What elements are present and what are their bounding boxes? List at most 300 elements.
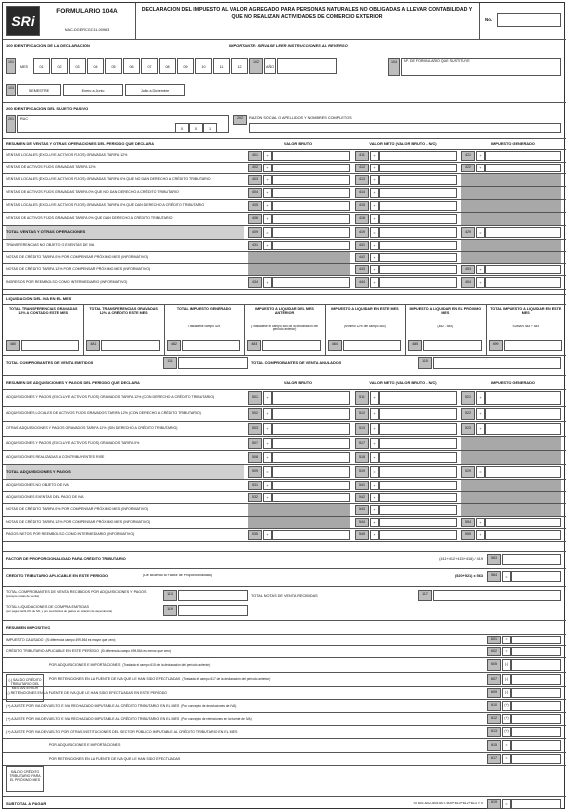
adquisiciones-title: RESUMEN DE ADQUISICIONES Y PAGOS DEL PERÍODO QUE DECLARA: [6, 381, 140, 385]
value-field[interactable]: [272, 466, 350, 478]
value-field[interactable]: [272, 214, 350, 224]
sign-cell: +: [476, 164, 485, 172]
saldo-proximo-label: SALDO CRÉDITO TRIBUTARIO PARA EL PRÓXIMO MES: [6, 766, 44, 792]
ventas-col-imp: IMPUESTO GENERADO: [491, 142, 535, 146]
resumen-field[interactable]: [511, 714, 561, 724]
important-note: IMPORTANTE: SÍRVASE LEER INSTRUCCIONES AL REVERSO: [229, 44, 348, 48]
value-field[interactable]: [485, 265, 561, 274]
resumen-label-text: IMPUESTO CAUSADO: [6, 637, 44, 642]
row-label: ADQUISICIONES LOCALES DE ACTIVOS FIJOS GRAVADOS TARIFA 12% (CON DERECHO A CRÉDITO TRIBUTARIO): [6, 411, 201, 416]
sign-cell: +: [476, 530, 485, 540]
field-code: 413: [355, 175, 369, 185]
razon-social-label: RAZÓN SOCIAL O APELLIDOS Y NOMBRES COMPLETOS: [249, 116, 352, 120]
field-code: 422: [461, 164, 475, 172]
resumen-sign: (+): [502, 714, 511, 724]
main-title: DECLARACIÓN DEL IMPUESTO AL VALOR AGREGADO PARA PERSONAS NATURALES NO OBLIGADAS A LLEVAR CONTABILIDAD Y QUE NO REALIZAN ACTIVIDADES DE COMERCIO EXTERIOR: [141, 7, 473, 20]
field-code: 512: [355, 408, 369, 420]
resumen-title: RESUMEN IMPOSITIVO: [6, 626, 51, 630]
row-label: NOTAS DE CRÉDITO TARIFA 12% POR COMPENSAR PRÓXIMO MES (INFORMATIVO): [6, 266, 151, 271]
field-code: 441: [355, 241, 369, 250]
field-code: 421: [461, 151, 475, 161]
field-code: 431: [248, 241, 262, 250]
ventas-title: RESUMEN DE VENTAS Y OTRAS OPERACIONES DEL PERÍODO QUE DECLARA: [6, 142, 155, 146]
resumen-row-label: [49, 740, 473, 752]
row-label: VENTAS LOCALES (EXCLUYE ACTIVOS FIJOS) GRAVADAS TARIFA 0% QUE DAN DERECHO A CRÉDITO TRIBUTARIO: [6, 203, 205, 208]
value-field[interactable]: [272, 188, 350, 198]
resumen-sign: (+): [502, 701, 511, 711]
code-115: 115: [418, 357, 432, 369]
credito-note: (De acuerdo al Factor de Proporcionalidad): [143, 574, 212, 577]
resumen-code: 601: [487, 636, 501, 644]
code-563: 563: [487, 554, 501, 565]
sign-cell: +: [370, 164, 379, 172]
value-field[interactable]: [272, 408, 350, 420]
resumen-row-label: [6, 701, 473, 712]
form-104a: [2, 2, 565, 809]
value-field[interactable]: [379, 530, 457, 540]
credito-label: CRÉDITO TRIBUTARIO APLICABLE EN ESTE PERÍODO: [6, 574, 109, 578]
sign-cell: +: [476, 265, 485, 274]
adq-col-imp: IMPUESTO GENERADO: [491, 381, 535, 385]
value-field[interactable]: [379, 423, 457, 435]
liq-code: 482: [167, 340, 181, 351]
sign-cell: +: [370, 505, 379, 515]
sign-cell: +: [263, 164, 272, 172]
row-label: ADQUISICIONES EXENTAS DEL PAGO DE IVA: [6, 494, 84, 499]
section-100-title: 100 IDENTIFICACIÓN DE LA DECLARACIÓN: [6, 44, 90, 48]
field-code: 543: [355, 505, 369, 515]
row-divider: [3, 541, 566, 542]
comp-anulados-label: TOTAL COMPROBANTES DE VENTA ANULADOS: [251, 361, 342, 365]
field-code: 541: [355, 481, 369, 490]
liq-col-sub: (482 - 484): [437, 325, 454, 328]
sign-cell: +: [263, 214, 272, 224]
liq-field[interactable]: [343, 340, 401, 351]
comp-emitidos-label: TOTAL COMPROBANTES DE VENTA EMITIDOS: [6, 361, 94, 365]
sign-cell: +: [263, 408, 272, 420]
resumen-row-label: [49, 754, 473, 765]
sign-cell: =: [263, 227, 272, 238]
row-label: VENTAS DE ACTIVOS FIJOS GRAVADAS TARIFA 0% QUE NO DAN DERECHO A CRÉDITO TRIBUTARIO: [6, 190, 179, 195]
month-option[interactable]: 01: [33, 58, 50, 74]
liq-col-header: TOTAL TRANSFERENCIAS GRAVADAS 12% A CRÉDITO ESTE MES: [89, 307, 158, 315]
month-option[interactable]: 05: [105, 58, 122, 74]
value-field[interactable]: [379, 466, 457, 478]
code-102: 102: [249, 58, 263, 74]
month-option[interactable]: 12: [231, 58, 248, 74]
liquidacion-title: LIQUIDACIÓN DEL IVA EN EL MES: [6, 297, 72, 301]
subtotal-field[interactable]: [511, 799, 561, 809]
row-divider: [3, 765, 566, 766]
field-code: 415: [355, 201, 369, 211]
sign-cell: =: [370, 466, 379, 478]
liquidaciones-label: TOTAL LIQUIDACIONES DE COMPRA EMITIDAS (por pagos tarifa 0% de IVA, y por reembolsos de gastos en relación de dependencia): [6, 605, 113, 613]
value-field[interactable]: [379, 151, 457, 161]
sign-cell: +: [370, 481, 379, 490]
credito-field[interactable]: [511, 571, 561, 582]
resumen-code: 602: [487, 647, 501, 656]
row-divider: [3, 752, 566, 753]
sign-cell: +: [370, 277, 379, 288]
value-field[interactable]: [379, 505, 457, 515]
resumen-field[interactable]: [511, 636, 561, 644]
month-option[interactable]: 07: [141, 58, 158, 74]
field-code: 545: [355, 530, 369, 540]
value-field[interactable]: [272, 277, 350, 288]
liq-field[interactable]: [101, 340, 159, 351]
liq-col-header: IMPUESTO A LIQUIDAR EN EL PRÓXIMO MES: [409, 307, 482, 315]
resumen-code: 615: [487, 740, 501, 751]
row-label: NOTAS DE CRÉDITO TARIFA 0% POR COMPENSAR PRÓXIMO MES (INFORMATIVO): [6, 507, 149, 512]
disabled-cell: [461, 437, 561, 450]
field-code: 542: [355, 493, 369, 502]
factor-formula: (411+412+415+416) / 419: [439, 557, 483, 561]
field-code: 519: [355, 466, 369, 478]
value-field[interactable]: [272, 241, 350, 250]
field-code: 502: [248, 408, 262, 420]
month-option[interactable]: 04: [87, 58, 104, 74]
sign-cell: +: [370, 391, 379, 405]
value-field[interactable]: [485, 423, 561, 435]
value-field[interactable]: [379, 227, 457, 238]
ruc-field[interactable]: RUC: [17, 115, 229, 133]
sign-cell: +: [263, 481, 272, 490]
field-code: 531: [248, 481, 262, 490]
row-label: ADQUISICIONES Y PAGOS (EXCLUYE ACTIVOS FIJOS) GRAVADOS TARIFA 12% (CON DERECHO A CRÉDITO TRIBUTARIO): [6, 395, 215, 400]
row-label: VENTAS DE ACTIVOS FIJOS GRAVADAS TARIFA 0% QUE DAN DERECHO A CRÉDITO TRIBUTARIO: [6, 216, 173, 221]
credito-formula: (520+521) x 563: [455, 574, 483, 578]
value-field[interactable]: [485, 227, 561, 238]
resumen-field[interactable]: [511, 701, 561, 711]
liq-col-sub: (Mínimo 12% del campo 480): [344, 325, 386, 328]
resumen-code: 613: [487, 727, 501, 737]
field-code: 401: [248, 151, 262, 161]
value-field[interactable]: [379, 214, 457, 224]
disabled-cell: [461, 492, 561, 503]
value-field[interactable]: [379, 253, 457, 262]
month-option[interactable]: 06: [123, 58, 140, 74]
resumen-sign: (-): [502, 674, 511, 685]
comp-recibidos-label: TOTAL COMPROBANTES DE VENTA RECIBIDOS POR ADQUISICIONES Y PAGOS (excepto notas de venta): [6, 590, 147, 598]
disabled-cell: [461, 480, 561, 491]
resumen-field[interactable]: [511, 727, 561, 737]
liq-col-header: TOTAL IMPUESTO A LIQUIDAR EN ESTE MES: [490, 307, 562, 315]
row-divider: [3, 686, 566, 687]
sign-564: =: [502, 571, 511, 582]
sign-cell: +: [263, 241, 272, 250]
field-code: 416: [355, 214, 369, 224]
value-field[interactable]: [485, 518, 561, 527]
resumen-sign: =: [502, 740, 511, 751]
resumen-label-text: POR ADQUISICIONES E IMPORTACIONES: [49, 662, 121, 667]
razon-social-field[interactable]: [249, 123, 561, 133]
code-619: 619: [487, 799, 501, 809]
disabled-cell: [461, 187, 561, 199]
sign-cell: +: [370, 253, 379, 262]
liq-code: 480: [6, 340, 20, 351]
field-code: 444: [355, 277, 369, 288]
liq-field[interactable]: [423, 340, 481, 351]
resumen-label-text: (+) AJUSTE POR IVA DEVUELTO POR OTRAS INSTITUCIONES DEL SECTOR PÚBLICO IMPUTABLE AL CRÉDITO TRIBUTARIO EN EL MES: [6, 729, 238, 734]
value-field[interactable]: [379, 408, 457, 420]
value-field[interactable]: [379, 518, 457, 527]
value-field[interactable]: [485, 466, 561, 478]
field-code: 529: [461, 466, 475, 478]
sign-cell: +: [263, 151, 272, 161]
resumen-code: 612: [487, 714, 501, 724]
sign-cell: +: [370, 452, 379, 463]
comp-recibidos-field[interactable]: [178, 590, 248, 601]
field-code: 442: [355, 253, 369, 262]
value-field[interactable]: [485, 530, 561, 540]
sign-cell: +: [263, 175, 272, 185]
field-code: 434: [248, 277, 262, 288]
form-title: FORMULARIO 104A: [56, 8, 118, 15]
resumen-sign: =: [502, 647, 511, 656]
value-field[interactable]: [379, 241, 457, 250]
value-field[interactable]: [272, 391, 350, 405]
col-divider: [405, 304, 406, 355]
liq-field[interactable]: [182, 340, 240, 351]
ventas-col-neto: VALOR NETO (VALOR BRUTO - N/C): [369, 142, 437, 146]
resumen-label-text: POR RETENCIONES EN LA FUENTE DE IVA QUE LE HAN SIDO EFECTUADAS: [49, 756, 181, 761]
resumen-field[interactable]: [511, 659, 561, 671]
resumen-note-text: (Si diferencia campo 499-564 es mayor que cero): [45, 637, 116, 642]
value-field[interactable]: [485, 151, 561, 161]
field-code: 522: [461, 408, 475, 420]
resumen-row-label: [49, 659, 473, 672]
value-field[interactable]: [379, 481, 457, 490]
field-code: 517: [355, 438, 369, 449]
field-code: 409: [248, 227, 262, 238]
disabled-cell: [461, 504, 561, 516]
value-field[interactable]: [379, 438, 457, 449]
notas-venta-label: TOTAL NOTAS DE VENTA RECIBIDAS: [251, 594, 318, 598]
disabled-cell: [248, 504, 350, 516]
resumen-code: 617: [487, 754, 501, 764]
month-option[interactable]: 11: [213, 58, 230, 74]
liq-code: 484: [328, 340, 342, 351]
code-202: 202: [233, 115, 247, 125]
value-field[interactable]: [272, 175, 350, 185]
sign-cell: +: [263, 438, 272, 449]
row-label: ADQUISICIONES Y PAGOS (EXCLUYE ACTIVOS FIJOS) GRAVADOS TARIFA 0%: [6, 440, 140, 445]
row-divider: [3, 657, 566, 658]
liq-col-header: IMPUESTO A LIQUIDAR EN ESTE MES: [331, 307, 399, 311]
liq-field[interactable]: [262, 340, 320, 351]
ventas-col-bruto: VALOR BRUTO: [283, 142, 313, 146]
month-option[interactable]: 02: [51, 58, 68, 74]
row-divider: [3, 738, 566, 739]
row-divider: [3, 699, 566, 700]
sign-cell: +: [370, 408, 379, 420]
liq-field[interactable]: [504, 340, 562, 351]
value-field[interactable]: [379, 265, 457, 274]
row-divider: [3, 289, 566, 290]
month-option[interactable]: 03: [69, 58, 86, 74]
disabled-cell: [461, 174, 561, 186]
field-code: 503: [248, 423, 262, 435]
disabled-cell: [461, 200, 561, 212]
adq-col-neto: VALOR NETO (VALOR BRUTO - N/C): [369, 381, 437, 385]
factor-field[interactable]: [502, 554, 561, 565]
value-field[interactable]: [379, 188, 457, 198]
sign-cell: +: [370, 188, 379, 198]
row-label: PAGOS NETOS POR REEMBOLSO COMO INTERMEDIARIO (INFORMATIVO): [6, 532, 135, 537]
resumen-label-text: (+) AJUSTE POR IVA DEVUELTO E IVA RECHAZADO IMPUTABLE AL CRÉDITO TRIBUTARIO EN EL MES: [6, 716, 180, 721]
sign-cell: +: [263, 391, 272, 405]
value-field[interactable]: [379, 201, 457, 211]
sustituye-field[interactable]: Nº. DE FORMULARIO QUE SUSTITUYE: [401, 58, 561, 76]
value-field[interactable]: [379, 493, 457, 502]
factor-label: FACTOR DE PROPORCIONALIDAD PARA CRÉDITO TRIBUTARIO: [6, 557, 126, 561]
liq-code: 483: [247, 340, 261, 351]
sign-cell: +: [263, 493, 272, 502]
month-option[interactable]: 09: [177, 58, 194, 74]
value-field[interactable]: [272, 151, 350, 161]
sign-cell: +: [370, 423, 379, 435]
value-field[interactable]: [379, 175, 457, 185]
month-option[interactable]: 08: [159, 58, 176, 74]
anio-label-box: AÑO: [264, 58, 276, 74]
value-field[interactable]: [272, 438, 350, 449]
disabled-cell: [248, 264, 350, 275]
sign-cell: +: [476, 408, 485, 420]
row-label: TOTAL ADQUISICIONES Y PAGOS: [6, 465, 244, 479]
sign-cell: =: [263, 466, 272, 478]
resumen-code: 609: [487, 688, 501, 698]
adq-col-bruto: VALOR BRUTO: [283, 381, 313, 385]
field-code: 513: [355, 423, 369, 435]
value-field[interactable]: [272, 164, 350, 172]
disabled-cell: [461, 213, 561, 225]
anio-field[interactable]: [277, 58, 337, 74]
sign-cell: +: [476, 277, 485, 288]
row-label: TRANSFERENCIAS NO OBJETO O EXENTAS DE IVA: [6, 242, 95, 247]
resumen-code: 610: [487, 701, 501, 711]
value-field[interactable]: [379, 452, 457, 463]
value-field[interactable]: [379, 164, 457, 172]
liq-field[interactable]: [21, 340, 79, 351]
value-field[interactable]: [272, 201, 350, 211]
col-divider: [325, 304, 326, 355]
field-code: 411: [355, 151, 369, 161]
notas-venta-field[interactable]: [433, 590, 561, 601]
subtotal-label: SUBTOTAL A PAGAR: [6, 802, 47, 806]
liq-col-header: TOTAL IMPUESTO GENERADO: [176, 307, 232, 311]
semestre-option-2[interactable]: Julio a Diciembre: [125, 84, 185, 96]
sign-cell: +: [370, 241, 379, 250]
semestre-option-1[interactable]: Enero a Junio: [63, 84, 123, 96]
code-111: 111: [163, 357, 177, 369]
resumen-row-label: [6, 647, 473, 657]
field-code: 511: [355, 391, 369, 405]
ruc-digit: 1: [203, 123, 217, 133]
resumen-field[interactable]: [511, 647, 561, 656]
resumen-field[interactable]: [511, 740, 561, 751]
liq-col-sub: Trasládese campo 429: [187, 325, 221, 328]
sign-619: =: [502, 799, 511, 809]
sign-cell: +: [476, 518, 485, 527]
resumen-sign: =: [502, 754, 511, 764]
comp-emitidos-field[interactable]: [178, 357, 248, 369]
row-label: VENTAS DE ACTIVOS FIJOS GRAVADAS TARIFA 12%: [6, 165, 96, 170]
field-code: 521: [461, 391, 475, 405]
liq-col-sub: SUMAR 483 + 484: [512, 325, 540, 328]
field-code: 429: [461, 227, 475, 238]
sign-cell: +: [476, 391, 485, 405]
resumen-field[interactable]: [511, 688, 561, 698]
value-field[interactable]: [379, 391, 457, 405]
resumen-label-text: (-) RETENCIONES EN LA FUENTE DE IVA QUE LE HAN SIDO EFECTUADAS EN ESTE PERÍODO: [6, 690, 168, 695]
ruc-digit: 0: [189, 123, 203, 133]
field-code: 509: [248, 466, 262, 478]
liquidaciones-field[interactable]: [178, 605, 248, 616]
form-number-label: No.: [485, 18, 493, 22]
value-field[interactable]: [485, 408, 561, 420]
value-field[interactable]: [485, 277, 561, 288]
code-104: 104: [388, 58, 400, 76]
field-code: 544: [355, 518, 369, 527]
code-117: 117: [418, 590, 432, 601]
resumen-code: 607: [487, 674, 501, 685]
value-field[interactable]: [485, 391, 561, 405]
sign-cell: +: [263, 188, 272, 198]
resumen-field[interactable]: [511, 754, 561, 764]
resumen-note-text: (Por concepto de devoluciones de IVA): [181, 703, 237, 708]
subtotal-formula: SI 601-602-605-607-609+610+612+613 > 0: [413, 802, 483, 805]
form-number-field[interactable]: [497, 13, 561, 27]
field-code: 523: [461, 423, 475, 435]
liq-code: 485: [408, 340, 422, 351]
disabled-cell: [461, 240, 561, 251]
resumen-sign: (+): [502, 727, 511, 737]
value-field[interactable]: [379, 277, 457, 288]
liq-col-header: IMPUESTO A LIQUIDAR DEL MES ANTERIOR: [255, 307, 314, 315]
resumen-row-label: [6, 636, 473, 645]
liq-code: 481: [86, 340, 100, 351]
sign-cell: +: [263, 277, 272, 288]
field-code: 555: [461, 530, 475, 540]
value-field[interactable]: [272, 423, 350, 435]
mes-label: MES: [20, 65, 28, 69]
value-field[interactable]: [272, 452, 350, 463]
col-divider: [486, 304, 487, 355]
sign-cell: +: [370, 530, 379, 540]
disabled-cell: [461, 451, 561, 464]
value-field[interactable]: [272, 481, 350, 490]
comp-anulados-field[interactable]: [433, 357, 561, 369]
resumen-code: 605: [487, 659, 501, 671]
row-divider: [3, 645, 566, 646]
value-field[interactable]: [485, 164, 561, 172]
resumen-field[interactable]: [511, 674, 561, 685]
code-113: 113: [163, 590, 177, 601]
field-code: 404: [248, 188, 262, 198]
value-field[interactable]: [272, 530, 350, 540]
field-code: 518: [355, 452, 369, 463]
value-field[interactable]: [272, 493, 350, 502]
month-option[interactable]: 10: [195, 58, 212, 74]
value-field[interactable]: [272, 227, 350, 238]
field-code: 405: [248, 201, 262, 211]
sri-logo: SRi: [6, 6, 40, 36]
field-code: 443: [355, 265, 369, 274]
saldo-anterior-label: (-) SALDO CRÉDITO TRIBUTARIO DEL MES ANTERIOR: [6, 674, 44, 702]
disabled-cell: [248, 517, 350, 528]
row-label: OTRAS ADQUISICIONES Y PAGOS GRAVADOS TARIFA 12% (SIN DERECHO A CRÉDITO TRIBUTARIO): [6, 426, 178, 431]
sign-cell: +: [370, 201, 379, 211]
